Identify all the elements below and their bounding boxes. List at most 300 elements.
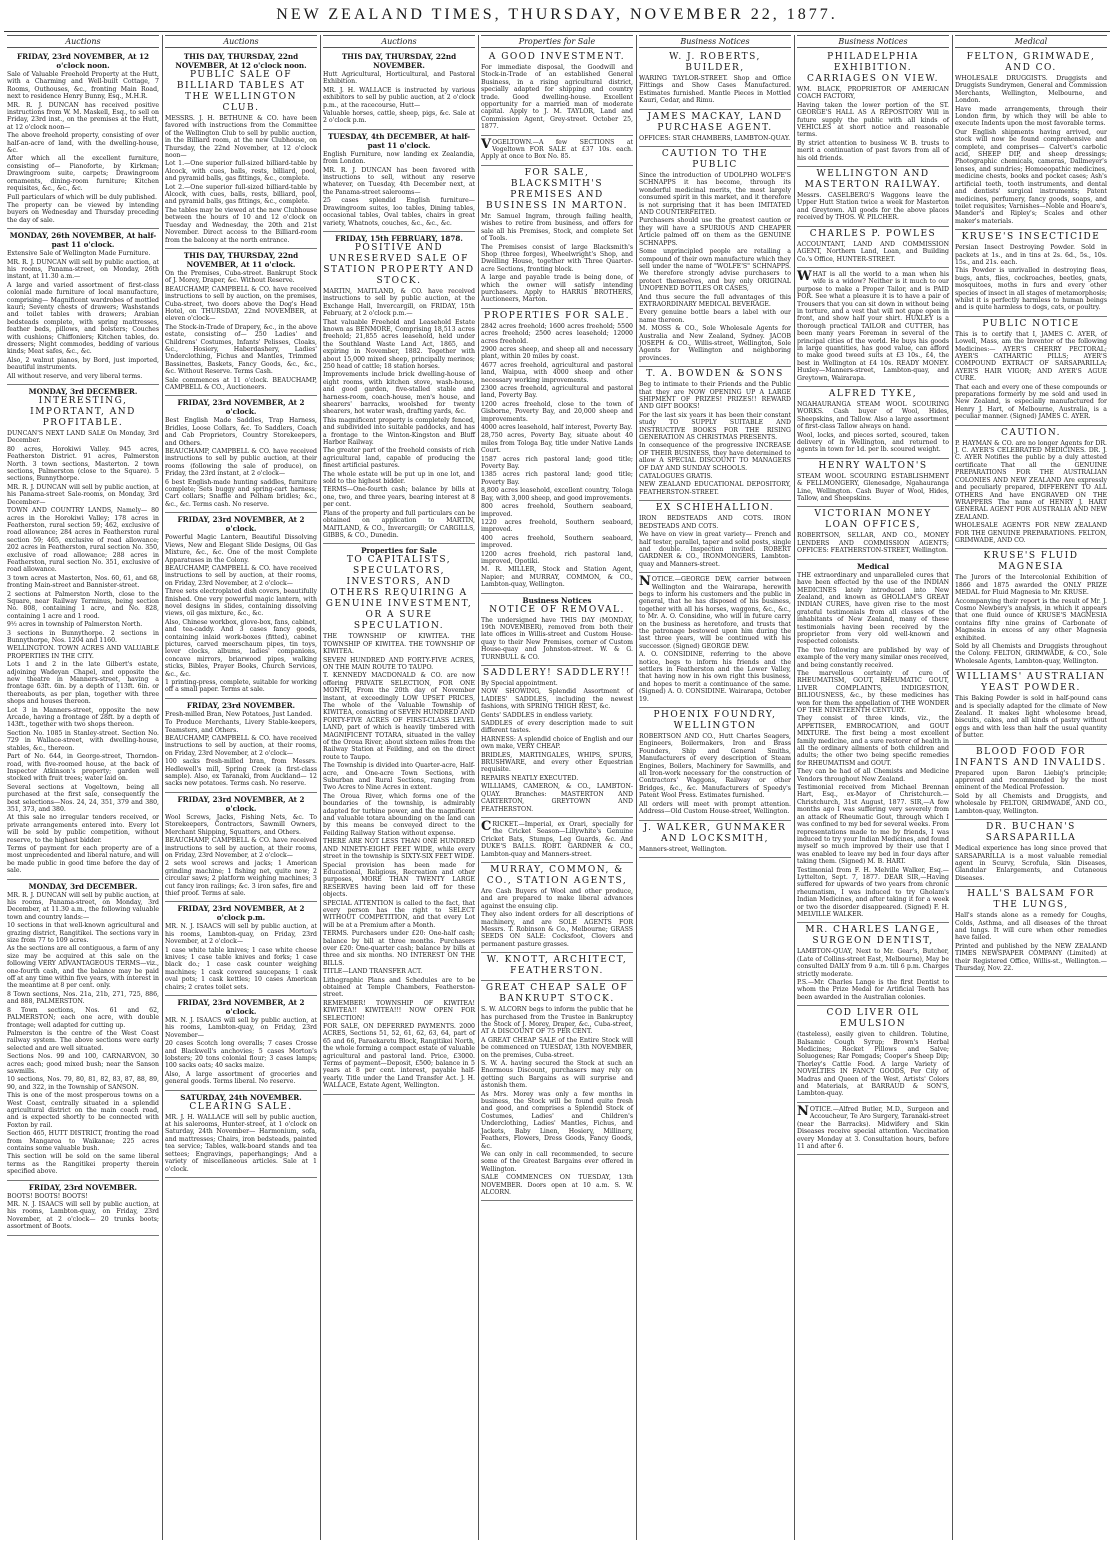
advertisement <box>797 923 949 1006</box>
ad-display-title: BLOOD FOOD FOR INFANTS AND INVALIDS. <box>955 746 1107 768</box>
ad-paragraph: NEW ZEALAND EDUCATIONAL DEPOSITORY, FEATHERSTON-STREET. <box>639 481 791 496</box>
ad-display-title: KRUSE'S FLUID MAGNESIA <box>983 551 1079 573</box>
advertisement <box>323 232 475 544</box>
ad-paragraph: S. W. ALCORN begs to inform the public that he has purchased from the Trustee in Bankruptcy the Stock of J. Morey, Draper, &c., Cuba-street, AT A DISCOUNT OF 75 PER CENT. <box>481 1006 633 1036</box>
ad-paragraph: 2300 acres freehold, agricultural and pastoral land, Poverty Bay. <box>481 385 633 400</box>
ad-display-title: HALL'S BALSAM FOR THE LUNGS, <box>967 889 1095 911</box>
advertisement <box>7 385 159 880</box>
ad-paragraph: MR. R. J. DUNCAN has received positive instructions from W. M. Maskell, Esq., to sell on Friday, 23rd inst., on the premises at the Hutt, at 12 o'clock noon— <box>7 101 159 131</box>
ad-paragraph: Special provision has been made for Educational, Religious, Recreation and other purposes, MORE THAN TWENTY LARGE RESERVES having been laid off for these objects. <box>323 861 475 899</box>
advertisement <box>165 1091 317 1178</box>
ad-paragraph: BOOTS! BOOTS! BOOTS! <box>7 1192 88 1200</box>
advertisement <box>639 501 791 573</box>
advertisement <box>7 229 159 385</box>
ad-display-title: TO CAPITALISTS, SPECULATORS, INVESTORS, AND OTHERS REQUIRING A GENUINE INVESTMENT, OR A SURE SPECULATION. <box>325 555 473 632</box>
ad-display-title: CHARLES P. POWLES <box>809 228 937 239</box>
ad-paragraph: Three sets electroplated dish covers, beautifully finished. One very powerful magic lantern, with novel designs in slides, containing dissolving views, oil gas mixture, &c., &c. <box>165 588 317 618</box>
ad-paragraph: Persian Insect Destroying Powder. Sold in packets at 1s., and in tins at 2s. 6d., 5s., 10s. 15s., and 21s. each. <box>955 244 1107 266</box>
ad-paragraph: For immediate disposal, the Goodwill and Stock-in-Trade of an established General Business, in a rising agricultural district, specially adapted for shipping and country trade. Good dwelling-house. Excellent opportunity for a married man of moderate capital. Apply to J. M. TAYLOR, Land and Commission Agent, Grey-street. October 25, 1877. <box>481 64 633 131</box>
ad-paragraph: Section No. 1085 in Stanley-street. Section No. 729 in Wallace-street, with dwelling-house, stables, &c., thereon. <box>7 729 159 752</box>
advertisement <box>639 50 791 110</box>
ad-paragraph: 2900 acres sheep, and sheep all and necessary plant, within 20 miles by coast. <box>481 345 633 361</box>
ad-paragraph: 2 sets wool screws and jacks; 1 American grinding machine; 1 fishing net, quite new; 2 circular saws; 2 platform weighing machines; 3 cut fancy iron railings; &c. 3 iron safes, fire and thief proof. Terms at sale. <box>165 860 317 897</box>
ad-paragraph: ROBERTSON AND CO., Hutt Charles Seagers, Engineers, Boilermakers, Iron and Brass Founders, Ship and General Smiths, Manufacturers of every description of Steam Engines, Boilers, Machinery for Sawmills, and all Iron-work necessary for the construction of Contractors' Waggons, Railway or other Bridges, &c., &c. Manufacturers of Speedy's Patent Wool Press. Estimates furnished. <box>639 733 791 800</box>
ad-paragraph: 1385 acres rich pastoral land; good title; Poverty Bay. <box>481 471 633 486</box>
ad-paragraph: Lot 3 in Manners-street, opposite the new Arcade, having a frontage of 28ft. by a depth of 143ft., together with two shops thereon. <box>7 706 159 729</box>
ad-paragraph: 1587 acres rich pastoral land; good title; Poverty Bay. <box>481 455 633 471</box>
ad-paragraph: Lots 1 and 2 in the late Gilbert's estate, adjoining Wadeyan Chapel, and opposite the new theatre in Manners-street, having a frontage 63ft. 6in. by a depth of 113ft. 6in. or thereabouts, as per plan, together with three shops and houses thereon. <box>7 661 159 706</box>
ad-paragraph: Hutt Agricultural, Horticultural, and Pastoral Exhibition. <box>323 71 475 86</box>
ad-display-title: PUBLIC NOTICE <box>982 318 1080 329</box>
ad-paragraph: The Township is divided into Quarter-acre, Half-acre, and One-acre Town Sections, with Suburban and Rural Sections, ranging from Two Acres to Nine Acres in extent. <box>323 762 475 792</box>
ad-display-title: W. J. ROBERTS, BUILDER, <box>669 52 761 73</box>
advertisement <box>797 50 949 167</box>
advertisement <box>639 147 791 367</box>
column-rule <box>478 35 479 1540</box>
ad-paragraph: VOGELTOWN.—A few SECTIONS at Vogeltown FOR SALE at £37 10s. each. Apply at once to Box No. 85. <box>481 136 633 161</box>
advertisement <box>797 1103 949 1155</box>
column-7 <box>952 35 1110 1540</box>
ad-paragraph: 400 acres freehold, Southern seaboard, improved. <box>481 534 633 550</box>
ad-paragraph: That valuable Freehold and Leasehold Estate known as BENMORE, Comprising 18,513 acres freehold; 21,855 acres leasehold, held under the Southland Waste Land Act, 1865, and expiring in November, 1882. Together with about 15,000 mixed sheep, principally merinos; 250 head of cattle; 18 station horses. <box>323 318 475 370</box>
ad-paragraph: We can only in call recommended, to secure some of the Greatest Bargains ever offered in Wellington. <box>481 1150 633 1173</box>
advertisement <box>481 953 633 981</box>
ad-heading: MONDAY, 3rd DECEMBER. <box>28 881 138 891</box>
ad-paragraph: Part of No. 644, in George-street, Thorndon-road, with five-roomed house, at the back of Inspector Atkinson's property; garden well stocked with fruit trees; water laid on. <box>7 753 159 783</box>
ad-paragraph: Fresh-milled Bran, New Potatoes, Just Landed. <box>165 710 313 718</box>
advertisement <box>955 426 1107 550</box>
ad-paragraph: The whole estate will be put up in one lot, and sold to the highest bidder. <box>323 470 475 486</box>
ad-paragraph: Since the introduction of UDOLPHO WOLFE'S SCHNAPPS it has become, through its wonderful medicinal merits, the most largely consumed spirit in this market, and it therefore is not surprising that it has been IMITATED AND COUNTERFEITED. <box>639 172 791 217</box>
ad-paragraph: THE extraordinary and unparalleled cures that have been effected by the use of the INDIAN MEDICINES lately introduced into New Zealand, and known as GHOLLAM'S GREAT INDIAN CURES, have given rise to the most grateful testimonials from all classes of the inhabitants of New Zealand, many of these testimonials having been received by the proprietor from very old well-known and respected colonists. <box>797 571 949 646</box>
ad-paragraph: This is one of the most prosperous towns on a West Coast, centrally situated in a splendid agricultural district on the main coach road, and is expected shortly to be connected with Foxton by rail. <box>7 1092 159 1129</box>
ad-paragraph: In consequence of the progressive INCREASE OF THEIR BUSINESS, they have determined to allow A SPECIAL DISCOUNT TO MANAGERS OF DAY AND SUNDAY SCHOOLS. <box>639 442 791 472</box>
advertisement <box>481 666 633 818</box>
advertisement <box>165 996 317 1091</box>
ad-paragraph: 4000 acres leasehold, half interest, Poverty Bay. <box>481 424 633 432</box>
ad-paragraph: The marvellous certainty of cure of RHEUMATISM, GOUT, RHEUMATIC GOUT, LIVER COMPLAINTS, INDIGESTION, BILIOUSNESS, &c., by these medicines has won for them the appellation of THE WONDER OF THE NINETEENTH CENTURY. <box>797 669 949 714</box>
ad-heading: FRIDAY, 23rd NOVEMBER, At 2 o'clock. <box>177 998 305 1016</box>
advertisement <box>639 821 791 858</box>
ad-display-title: T. A. BOWDEN & SONS <box>646 369 784 380</box>
ad-paragraph: A GREAT CHEAP SALE of the Entire Stock will be commenced on TUESDAY, 13th NOVEMBER, on the premises, Cuba-street. <box>481 1036 633 1059</box>
ad-paragraph: STEAM WOOL SCOURING ESTABLISHMENT & FELLMONGERY, Glenesadge, Ngahauranga Line, Wellington. Cash Buyer of Wool, Hides, Tallow, and Sheepskins. <box>797 472 949 503</box>
ad-paragraph: TERMS. Purchasers under £20: One-half cash; balance by bill at three months. Purchasers over £20: One-quarter cash; balance by bills at three and six months. NO INTEREST ON THE BILLS. <box>323 930 475 967</box>
advertisement <box>797 227 949 268</box>
ad-paragraph: This is to certify that I, JAMES C. AYER, of Lowell, Mass, am the Inventor of the following Medicines:— AYER'S CHERRY PECTORAL; AYER'S CATHARTIC PILLS; AYER'S COMPOUND EXTRACT OF SARSAPARILLA; AYER'S HAIR VIGOR; AND AYER'S AGUE CURE. <box>955 330 1107 383</box>
ad-paragraph: WARING TAYLOR-STREET. Shop and Office Fittings and Show Cases Manufactured. Estimates furnished. Mantle Pieces in Mottled Kauri, Cedar, and Rimu. <box>639 75 791 105</box>
ad-display-title: WELLINGTON AND MASTERTON RAILWAY. <box>804 169 942 191</box>
ad-paragraph: BEAUCHAMP, CAMPBELL & CO. have received instructions to sell by auction, at their rooms, on Friday, 23rd November, at 2 o'clock— <box>165 837 317 859</box>
ad-heading: THIS DAY, THURSDAY, 22nd NOVEMBER. <box>341 52 457 70</box>
column-header: Properties for Sale <box>481 35 633 48</box>
column-rule <box>794 35 795 1540</box>
ad-paragraph: 8 Town sections, Nos. 21a, 21b, 271, 725, 886, and 888, PALMERSTON. <box>7 990 159 1006</box>
ad-heading: FRIDAY, 23rd NOVEMBER, At 2 o'clock. <box>177 398 305 417</box>
ad-paragraph: BEAUCHAMP, CAMPBELL & CO. have received instructions to sell by public auction, at their rooms (following the sale of produce), on Friday, the 23rd instant, at 2 o'clock— <box>165 448 317 478</box>
ad-paragraph: Lot 2.—One superior full-sized billiard-table by Alcock, with cues, balls, rests, billiard, pool, and pyramid balls, gas fittings, &c., complete. <box>165 183 317 206</box>
ad-display-title: FOR SALE, BLACKSMITH'S PREMISES AND BUSINESS IN MARTON. <box>485 167 629 211</box>
ad-paragraph: (tasteless), easily given to children. Tolutine, Balsamic Cough Syrup; Brown's Herbal Medicines; Rocket Pillows and Salve; Soluogenes; Rar Pomgads; Cooper's Sheep Dip; Thorley's Cattle Food. A large Variety of NOVELTIES IN FANCY GOODS, Per City of Madras and Queen of the West, Artists' Colors and Materials, at BARRAUD & SON'S, Lambton-quay. <box>797 1031 949 1098</box>
advertisement <box>323 544 475 1094</box>
advertisement <box>955 745 1107 820</box>
column-3 <box>320 35 478 1540</box>
advertisement <box>481 309 633 594</box>
ad-paragraph: MR. N. J. ISAACS will sell by public auction, at his rooms, Lambton-quay, on Friday, 23rd November, at 2 o'clock— 20 trunks boots; assortment of Boots. <box>7 1201 159 1231</box>
ad-paragraph: Prepared upon Baron Liebig's principle; approved and recommended by the most eminent of the Medical Profession. <box>955 769 1107 792</box>
ad-paragraph: Purchasers should use the greatest caution or they will have a SPURIOUS AND CHEAPER Article palmed off on them as the GENUINE SCHNAPPS. <box>639 217 791 247</box>
advertisement <box>481 863 633 953</box>
ad-paragraph: Lot 1.—One superior full-sized billiard-table by Alcock, with cues, balls, rests, billiard, pool, and pyramid balls, gas fittings, &c., complete. <box>165 160 317 183</box>
ad-paragraph: Wool Screws, Jacks, Fishing Nets, &c. To Storekeepers, Contractors, Sawmill Owners, Merchant Shipping, Squatters, and Others. <box>165 813 317 836</box>
ad-paragraph: REMEMBER! TOWNSHIP OF KIWITEA! KIWITEA!! KIWITEA!!! NOW OPEN FOR SELECTION! <box>323 999 475 1022</box>
ad-paragraph: Valuable horses, cattle, sheep, pigs, &c. Sale at 2 o'clock p.m. <box>323 110 475 125</box>
ad-paragraph: BRIDLES, MARTINGALES, WHIPS, SPURS, BRUSHWARE, and every other Equestrian requisite. <box>481 751 633 774</box>
ad-paragraph: Improvements include brick dwelling-house of eight rooms, with kitchen stove, wash-house, and good garden, five-stalled stable and harness-room, coach-house, men's house, and shearers' barracks, woolshed for twenty shearers, hot water wash, drafting yards, &c. <box>323 371 475 416</box>
ad-paragraph: MR. N. J. ISAACS will sell by public auction, at his rooms, Lambton-quay, on Friday, 23rd November, at 2 o'clock— <box>165 923 317 946</box>
column-rule <box>162 35 163 1540</box>
advertisement <box>797 507 949 559</box>
ad-display-title: W. KNOTT, ARCHITECT, FEATHERSTON. <box>486 955 628 977</box>
ad-paragraph: Sections Nos. 99 and 100, CARNARVON, 30 acres each; good mixed bush; near the Sanson sawmills. <box>7 1053 159 1075</box>
ad-paragraph: Mr. Samuel Ingram, through failing health, wishes to retire from business, and offers for sale all his Premises, Stock, and complete Set of Tools. <box>481 212 633 243</box>
ad-heading: FRIDAY, 23rd NOVEMBER, At 2 o'clock. <box>177 794 305 813</box>
ad-paragraph: MR. N. J. ISAACS will sell by public auction, at his rooms, Lambton-quay, on Friday, 23rd November— <box>165 1017 317 1039</box>
ad-paragraph: M. MOSS & CO., Sole Wholesale Agents for Australia and New Zealand, Sydney. JACOB JOSEPH & CO., Willis-street, Wellington, Sole Agents for Wellington and neighboring provinces. <box>639 325 791 362</box>
ad-display-title: J. WALKER, GUNMAKER AND LOCKSMITH, <box>643 822 787 844</box>
ad-paragraph: Section 465, HUTT DISTRICT, fronting the road from Mangaroa to Waikanae; 225 acres contains some valuable bush. <box>7 1130 159 1152</box>
ad-heading: TUESDAY, 4th DECEMBER, At half-past 11 o'clock. <box>327 131 471 150</box>
ad-heading: Business Notices <box>522 595 592 605</box>
ad-paragraph: Sale commences at 11 o'clock. BEAUCHAMP, CAMPBELL & CO., Auctioneers. <box>165 376 317 391</box>
column-4 <box>478 35 636 1540</box>
ad-display-title: PHOENIX FOUNDRY, WELLINGTON <box>653 710 777 732</box>
ad-heading: FRIDAY, 23rd NOVEMBER, At 2 o'clock. <box>177 515 305 534</box>
ad-paragraph: English Furniture, now landing ex Zealandia, from London. <box>323 150 475 166</box>
ad-paragraph: Sale of Valuable Freehold Property at the Hutt, with a Charming and Well-built Cottage, 7 Rooms, Outhouses, &c., fronting Main Road, next to residence Henry Bunny, Esq., M.H.R. <box>7 71 159 101</box>
ad-paragraph: 9½ acres in township of Palmerston North. <box>7 621 143 629</box>
ad-paragraph: They also indent orders for all descriptions of machinery, and are SOLE AGENTS FOR Messrs. T. Robinson & Co., Melbourne; GRASS SEEDS ON SALE: Cocksfoot, Clovers and permanent pasture grasses. <box>481 911 633 948</box>
ad-paragraph: MR. R. J. DUNCAN will sell by public auction, at his rooms, Panama-street, on Monday, 26th instant, at 11.30 a.m.— <box>7 258 159 281</box>
ad-paragraph: That each and every one of these compounds or preparations formerly by me sold and used in New Zealand, is especially manufactured for Henry J. Hart, of Melbourne, Australia, is a peculiar manner. (Signed) JAMES C. AYER. <box>955 383 1107 421</box>
ad-paragraph: Powerful Magic Lantern, Beautiful Dissolving Views, New and Elegant Slide Designs, Oil Gas Mixture, &c., &c. One of the most Complete Apparatuses in the Colony. <box>165 534 317 564</box>
ad-paragraph: MR. R. J. DUNCAN has been favored with instructions to sell, without any reserve whatever, on Tuesday, 4th December next, at the Panama-street salerooms— <box>323 166 475 196</box>
ad-heading: FRIDAY, 23rd NOVEMBER, At 12 o'clock noon. <box>17 52 149 70</box>
ad-heading: MONDAY, 26th NOVEMBER, At half-past 11 o'clock. <box>9 231 157 250</box>
advertisement <box>955 549 1107 670</box>
ad-paragraph: Printed and published by the NEW ZEALAND TIMES NEWSPAPER COMPANY (Limited) at their Registered Office, Willis-st., Wellington.—Thursday, Nov. 22. <box>955 942 1107 972</box>
ad-paragraph: 80 acres, Horokiwi Valley. 945 acres, Featherston District. 91 acres, Palmerston North. 3 town sections, Masterton. 2 town sections, Palmerston (close to the Square). 5 sections, Bunnythorpe. <box>7 445 159 483</box>
ad-display-title: COD LIVER OIL EMULSION <box>826 1008 920 1030</box>
ad-paragraph: 1 case white table knives; 1 case white cheese knives; 1 case table knives and forks; 1 case black do.; 1 case cask counter weighing machines; 1 cask covered saucepans; 1 cask oval pots; 1 cask kettles; 10 cases American chairs; 2 crates toilet sets. <box>165 946 317 991</box>
ad-paragraph: The Jurors of the Intercolonial Exhibition of 1866 and 1875 awarded the ONLY PRIZE MEDAL for Fluid Magnesia to Mr. KRUSE. <box>955 574 1107 597</box>
ad-paragraph: CRICKET.—Imperial, ex Orari, specially for the Cricket Season—Lillywhite's Genuine Cricket Bats, Stumps, Leg Guards, &c. And DUKE'S BALLS. ROBT. GARDNER & CO., Lambton-quay and Manners-street. <box>481 818 633 858</box>
ad-paragraph: THE TOWNSHIP OF KIWITEA. THE TOWNSHIP OF KIWITEA. THE TOWNSHIP OF KIWITEA. <box>323 633 475 656</box>
ad-paragraph: Our English shipments having arrived, our stock will now be found comprehensive and complete, and comprises— Calvert's carbolic acid, SHEEP DIP, and sheep dressings; Photographic chemicals, cameras, Dallmeyer's lenses, and sundries; Homoeopathic medicines, medicine chests, books and pocket cases; Ash's artificial teeth, tooth instruments, and dental and dentists' surgical instruments; Patent medicines, perfumery, fancy goods, soaps, and toilet requisites; Varnishes—Noble and Hoare's, Mander's and Ripley's; Scales and other maker's materials. <box>955 128 1107 225</box>
ad-paragraph: This section will be sold on the same liberal terms as the Rangitikei property therein specified above. <box>7 1153 159 1176</box>
ad-paragraph: Messrs. CASELBERG'S Waggons leave the Upper Hutt Station twice a week for Masterton and Greytown. All goods for the above places received by THOS. W. PILCHER. <box>797 192 949 222</box>
ad-paragraph: BEAUCHAMP, CAMPBELL & CO. have received instructions to sell by auction, at their rooms, on Friday, 23rd November, at 2 o'clock— <box>165 735 317 757</box>
ad-display-title: CAUTION TO THE PUBLIC <box>661 149 769 171</box>
ad-display-title: A GOOD INVESTMENT. <box>488 52 626 62</box>
ad-paragraph: FOR SALE, ON DEFERRED PAYMENTS. 2000 ACRES, Sections 51, 52, 61, 62, 63, 64, part of 65 and 66, Paraekaretu Block, Rangitikei North, the whole forming a compact estate of valuable agricultural and pastoral land. Price, £3000. Terms of payment—Deposit, £500; balance in 5 years at 8 per cent. interest, payable half-yearly. Title under the Land Transfer Act. J. H. WALLACE, Estate Agent, Wellington. <box>323 1023 475 1090</box>
ad-paragraph: The undersigned have THIS DAY (MONDAY, 19th NOVEMBER), removed from both their late offices in Willis-street and Custom House-quay to their New Premises, corner of Custom House-quay and Johnston-street. W. & G. TURNBULL & CO. <box>481 616 633 661</box>
ad-paragraph: 2 sections at Palmerston North, close to the Square, near Railway Terminus, being section No. 808, containing 1 acre, and No. 828, containing 1 acre and 1 rood. <box>7 590 159 620</box>
column-header: Auctions <box>165 35 317 48</box>
ad-paragraph: The Stock-in-Trade of Drapery, &c., in the above estate, consisting of— 250 Ladies' and Childrens' Costumes, Infants' Pelisses, Cloaks, &c., Hosiery, Haberdashery, Ladies' Underclothing, Fichus and Mantles, Trimmed Bassinettes, Baskets, Fancy Goods, &c., &c., &c. Without Reserve. Terms Cash. <box>165 323 317 376</box>
ad-display-title: HENRY WALTON'S <box>818 460 928 471</box>
ad-display-title: JAMES MACKAY, LAND PURCHASE AGENT. <box>647 111 783 133</box>
ad-paragraph: Accompanying their report is the result of Mr. J. Cosmo Newbery's analysis, in which it appears that one fluid ounce of KRUSE'S MAGNESIA contains fifty nine grains of Carbonate of Magnesia in excess of any other Magnesia exhibited. <box>955 597 1107 642</box>
advertisement <box>165 902 317 996</box>
ad-display-title: CAUTION. <box>1000 427 1062 438</box>
column-rule <box>320 35 321 1540</box>
ad-paragraph: ACCOUNTANT, LAND AND COMMISSION AGENT, Northern Land, Loan, and Building Co.'s Office, HUNTER-STREET. <box>797 240 949 263</box>
ad-paragraph: They can be had of all Chemists and Medicine Vendors throughout New Zealand. <box>797 768 949 783</box>
ad-paragraph: Testimonial from F. H. Melville Walker, Esq.— Lyttelton, Sept. 7, 1877. DEAR SIR,—Having suffered for upwards of two years from chronic rheumatism, I was induced to try Gholam's Indian Medicines, and after taking it for a week or two the disorder disappeared. (Signed) F. H. MELVILLE WALKER. <box>797 866 949 918</box>
ad-paragraph: Gents' SADDLES in endless variety. <box>481 711 593 719</box>
advertisement <box>639 367 791 501</box>
ad-paragraph: The property can be viewed by intending buyers on Wednesday and Thursday preceding the day of sale. <box>7 201 159 224</box>
advertisement <box>797 167 949 227</box>
ad-paragraph: 8 Town sections, Nos. 61 and 62, PALMERSTON; each one acre, with double frontage; well adapted for cutting up. <box>7 1006 159 1029</box>
advertisement <box>323 50 475 130</box>
ad-paragraph: SPECIAL ATTENTION is called to the fact, that every person has the right to SELECT WITHOUT COMPETITION, and that every Lot will be at a Premium after a Month. <box>323 899 475 929</box>
ad-paragraph: 1200 acres freehold, close to the town of Gisborne, Poverty Bay, and 20,000 sheep and improvements. <box>481 400 633 423</box>
ad-paragraph: TERMS—One-fourth cash; balance by bills at one, two, and three years, bearing interest at 8 per cent. <box>323 486 475 509</box>
ad-paragraph: Extensive Sale of Wellington Made Furniture. <box>7 250 151 258</box>
column-5 <box>636 35 794 1540</box>
advertisement <box>165 513 317 699</box>
column-2 <box>162 35 320 1540</box>
ad-paragraph: Some unprincipled people are retailing a compound of their own manufacture which they sell under the name of "WOLFE'S" SCHNAPPS. We therefore strongly advise purchasers to protect themselves, and buy only ORIGINAL UNOPENED BOTTLES OR CASES, <box>639 248 791 293</box>
ad-paragraph: 10 sections, Nos. 79, 80, 81, 82, 83, 87, 88, 89, 90, and 322, in the Township of SANSON. <box>7 1076 159 1091</box>
ad-paragraph: A. O. CONSIDINE, referring to the above notice, begs to inform his friends and the settlers in Featherston and the Lower Valley, that having now in his own right this business, and hopes to merit a continuance of the same. (Signed) A. O. CONSIDINE. Wairarapa, October 19. <box>639 651 791 703</box>
ad-paragraph: HARNESS: A splendid choice of English and our own make, VERY CHEAP. <box>481 735 633 751</box>
column-header: Auctions <box>323 35 475 48</box>
column-header: Auctions <box>7 35 159 48</box>
advertisement <box>955 317 1107 426</box>
ad-paragraph: 4677 acres freehold, agricultural and pastoral land, Waipua, with 4000 sheep and other necessary working improvements. <box>481 361 633 384</box>
ad-paragraph: S. W. A. having secured the Stock at such an Enormous Discount, purchasers may rely on getting such Bargains as will surprise and astonish them. <box>481 1060 633 1090</box>
advertisement <box>955 230 1107 317</box>
ad-paragraph: They consist of three kinds, viz., the APPETISER, EMBROCATION, and GOUT MIXTURE. The first being a most excellent family medicine, and a sure restorer of health in all the ordinary ailments of both children and adults; the other two being specific remedies for RHEUMATISM and GOUT. <box>797 715 950 767</box>
ad-display-title: NOTICE OF REMOVAL. <box>489 604 625 615</box>
column-rule <box>952 35 953 1540</box>
ad-paragraph: The Premises consist of large Blacksmith's Shop (three forges), Wheelwright's Shop, and Dwelling House, together with Three Quarter-acre Sections, fronting block. <box>481 243 633 273</box>
advertisement <box>481 981 633 1201</box>
ad-paragraph: REPAIRS NEATLY EXECUTED. <box>481 774 579 782</box>
ad-paragraph: The greater part of the freehold consists of rich agricultural land, capable of producing the finest artificial pastures. <box>323 447 475 470</box>
advertisement <box>7 880 159 1181</box>
ad-paragraph: SALE COMMENCES ON TUESDAY, 13th NOVEMBER. Doors open at 10 a.m. S. W. ALCORN. <box>481 1174 633 1196</box>
ad-paragraph: By strict attention to business W. B. trusts to merit a continuation of past favors from all of his old friends. <box>797 139 949 162</box>
advertisement <box>7 1181 159 1236</box>
ad-paragraph: 3 sections in Bunnythorpe. 2 sections in Bunnythorpe, Nos. 1204 and 1160. <box>7 629 159 644</box>
ad-paragraph: After which all the excellent furniture, consisting of— Pianoforte, by Kirkman; Drawingroom suite, carpets; Drawingroom ornaments, dining-room furniture; Kitchen requisites, &c., &c., &c. <box>7 155 159 193</box>
ad-paragraph: This Baking Powder is sold in half-pound cans and is specially adapted for the climate of New Zealand. It makes light wholesome bread, biscuits, cakes, and all kinds of pastry without eggs and with less than half the usual quantity of butter. <box>955 695 1107 740</box>
ad-paragraph: LAMBTON-QUAY, Next to Mr. Gear's, Butcher, (Late of Collins-street East, Melbourne), May be consulted DAILY from 9 a.m. till 6 p.m. Charges strictly moderate. <box>797 948 949 978</box>
ad-paragraph: Sold by all Chemists and Druggists, and wholesale by FELTON, GRIMWADE, AND CO., Lambton-quay, Wellington. <box>955 792 1107 815</box>
ad-paragraph: NOTICE.—GEORGE DEW, carrier between Wellington and the Wairarapa, herewith begs to inform his customers and the public in general, that he has disposed of his business, together with all his horses, waggons, &c., &c., to Mr. A. O. Considine, who will in future carry on the business as heretofore, and trusts that the patronage bestowed upon him during the last three years, will be continued with his successor. (Signed) GEORGE DEW. <box>639 574 791 650</box>
ad-paragraph: BEAUCHAMP, CAMPBELL & CO. have received instructions to sell by auction, at their rooms, on Friday, 23rd November, at 2 o'clock— <box>165 564 317 587</box>
ad-paragraph: 100 sacks fresh-milled bran, from Messrs. Hedlewell's mill, Spring Creek (a first-class sample). Also, ex Taranaki, from Auckland— 12 sacks new potatoes. Terms cash. No reserve. <box>165 758 317 788</box>
advertisement <box>481 166 633 309</box>
advertisement <box>481 50 633 136</box>
ad-paragraph: NGAHAURANGA STEAM WOOL SCOURING WORKS. Cash buyer of Wool, Hides, Sheepskins, and Tallow. Also a large assortment of first-class Tallow always on hand. <box>797 401 949 431</box>
ad-paragraph: For the last six years it has been their constant study TO SUPPLY SUITABLE AND INSTRUCTIVE BOOKS FOR THE RISING GENERATION AS CHRISTMAS PRESENTS. <box>639 411 791 442</box>
ad-paragraph: And thus secure the full advantages of this EXTRAORDINARY MEDICAL BEVERAGE. <box>639 293 791 308</box>
ad-paragraph: 1200 acres freehold, rich pastoral land, improved, Opotiki. <box>481 550 633 565</box>
ad-paragraph: ROBERTSON, SELLAR, AND CO., MONEY LENDERS AND COMMISSION AGENTS; OFFICES: FEATHERSTON-STREET, Wellington. <box>797 532 949 555</box>
advertisement <box>955 887 1107 977</box>
ad-display-title: MURRAY, COMMON, & CO., STATION AGENTS, <box>486 864 628 886</box>
ad-paragraph: WHAT is all the world to a man when his wife is a widow? Neither is it much to our purpose to make a Proper Tailor, and is PAID FOR. See what a pleasure it is to have a pair of Trousers that you can sit down in without being in torture, and a vest that will not gape open in front, and show half your shirt. HUXLEY is a thorough practical TAILOR and CUTTER, has been many years Foreman in several of the principal cities of the world. He buys his goods in large quantities, has good value, can afford to make good tweed suits at £3 10s., £4, the best in Wellington at £4 10s. READY MONEY. Huxley—Manners-street, Lambton-quay, and Greytown, Wairarapa. <box>797 268 949 382</box>
ad-paragraph: Best English Made Saddles, Trap Harness, Bridles, Loose Collars, &c. To Saddlers, Coach and Cab Proprietors, Country Storekeepers, and Others. <box>165 417 317 447</box>
ad-paragraph: IRON BEDSTEADS AND COTS. IRON BEDSTEADS AND COTS. <box>639 515 791 530</box>
ad-paragraph: P. HAYMAN & CO. are no longer Agents for DR. J. C. AYER'S CELEBRATED MEDICINES. DR. J. C. AYER Notifies the public by a duly attested certificate That all the GENUINE PREPARATIONS FOR THE AUSTRALIAN COLONIES AND NEW ZEALAND Are expressly and peculiarly prepared, DIFFERENT TO ALL OTHERS And have ENGRAVED ON THE WRAPPERS The name of HENRY J. HART GENERAL AGENT FOR AUSTRALIA AND NEW ZEALAND. <box>955 439 1107 521</box>
ad-display-title: POSITIVE AND UNRESERVED SALE OF STATION PROPERTY AND STOCK. <box>323 242 475 286</box>
ad-paragraph: 28,750 acres, Poverty Bay, situate about 40 miles from Tologa Bay, title under Native Lands Court. <box>481 432 633 455</box>
ad-paragraph: 2842 acres freehold; 1600 acres freehold; 5500 acres freehold; 2500 acres leasehold; 12000 acres freehold. <box>481 322 633 345</box>
ad-paragraph: Lithographic Plans and Schedules are to be obtained at Temple Chambers, Featherston-street. <box>323 976 475 999</box>
ad-display-title: PROPERTIES FOR SALE. <box>484 310 630 321</box>
ad-paragraph: The tables may be viewed at the new Clubhouse between the hours of 10 and 12 o'clock on Tuesday and Wednesday, the 20th and 21st November. Direct access to the Billiard-room from the balcony at the north entrance. <box>165 206 317 244</box>
ad-paragraph: All orders will meet with prompt attention. Address—Old Custom House-street, Wellington. <box>639 800 791 816</box>
ad-paragraph: Medical experience has long since proved that SARSAPARILLA is a most valuable remedial agent in Scurvy, Scrofula, Skin Diseases, Glandular Enlargements, and Cutaneous Diseases. <box>955 845 1107 882</box>
advertisement <box>955 820 1107 887</box>
ad-heading: FRIDAY, 23rd NOVEMBER. <box>28 1182 138 1192</box>
ad-display-title: CLEARING SALE. <box>189 1101 293 1112</box>
ad-display-title: DR. BUCHAN'S SARSAPARILLA <box>985 822 1077 844</box>
ad-paragraph: Manners-street, Wellington. <box>639 845 727 853</box>
ad-paragraph: Have made arrangements, through their London firm, by which they will be able to execute Indents upon the most favorable terms. <box>955 105 1107 128</box>
ad-heading: Medical <box>856 561 890 571</box>
ad-paragraph: Also, Chinese workbox, glove-box, fans, cabinet, and tea-caddy. And 3 cases fancy goods, containing inlaid work-boxes (fitted), cabinet pictures, carved meerschaum pipes, tin toys, lever clocks, albums, ladies' companions, concave mirrors, briarwood pipes, walking sticks, Bibles, Prayer Books, Church Services, &c., &c. <box>165 618 317 678</box>
ad-paragraph: SEVEN HUNDRED AND FORTY-FIVE ACRES, ON THE MAIN ROUTE TO TAUPO. <box>323 656 475 671</box>
ad-paragraph: On the Premises, Cuba-street. Bankrupt Stock of J. Morey, Draper, &c. Without Reserve. <box>165 269 317 285</box>
ad-paragraph: This magnificent property is completely fenced, and subdivided into suitable paddocks, and has a frontage to the Winton-Kingston and Bluff Harbor Railway. <box>323 416 475 447</box>
advertisement <box>165 50 317 249</box>
ad-paragraph: SADDLES of every description made to suit different tastes. <box>481 720 633 735</box>
ad-paragraph: Hall's stands alone as a remedy for Coughs, Colds, Asthma, and all diseases of the throat and lungs. It will cure when other remedies have failed. <box>955 912 1107 942</box>
advertisement <box>165 396 317 513</box>
ad-paragraph: THERE ARE NOT LESS THAN ONE HUNDRED AND NINETY-EIGHT FEET WIDE, while every street in the township is SIXTY-SIX FEET WIDE. <box>323 838 475 861</box>
ad-paragraph: MR. J. H. WALLACE is instructed by various exhibitors to sell by public auction, at 2 o'clock p.m., at the racecourse, Hutt— <box>323 86 475 109</box>
advertisement <box>639 708 791 820</box>
advertisement <box>481 594 633 666</box>
advertisement <box>639 110 791 147</box>
advertisement <box>797 387 949 459</box>
ad-paragraph: Also, 2 walnut pianos, by Bord, just imported, beautiful instruments. <box>7 356 159 372</box>
ad-paragraph: All without reserve, and very liberal terms. <box>7 372 143 380</box>
ad-paragraph: NOW SHOWING, Splendid Assortment of LADIES' SADDLES, including the newest fashions, with SPRING THIGH REST, &c. <box>481 688 633 711</box>
ad-display-title: VICTORIAN MONEY LOAN OFFICES, <box>814 509 932 531</box>
ad-paragraph: 3 town acres at Masterton, Nos. 60, 61, and 68, fronting Main-street and Bannister-street. <box>7 574 159 590</box>
advertisement <box>323 130 475 232</box>
advertisement <box>955 670 1107 744</box>
ad-paragraph: Are Cash Buyers of Wool and other produce, and are prepared to make liberal advances against the ensuing clip. <box>481 887 633 910</box>
advertisement <box>7 50 159 229</box>
masthead: NEW ZEALAND TIMES, THURSDAY, NOVEMBER 22, 1877. <box>276 6 838 23</box>
ad-paragraph: Beg to intimate to their Friends and the Public that they are NOW OPENING UP A LARGE SHIPMENT OF PRIZES! PRIZES!! REWARD AND GIFT BOOKS! <box>639 381 791 411</box>
ad-paragraph: As Mrs. Morey was only a few months in business, the Stock will be found quite fresh and good, and comprises a Splendid Stock of Costumes, Ladies' and Children's Underclothing, Ladies' Mantles, Fichus, and Jackets, Baby Linen, Hosiery, Millinery, Feathers, Flowers, Dress Goods, Fancy Goods, &c. <box>481 1090 633 1150</box>
ad-paragraph: Also, A large assortment of groceries and general goods. Terms liberal. No reserve. <box>165 1070 317 1086</box>
ad-paragraph: 1 printing-press, complete, suitable for working off a small paper. Terms at sale. <box>165 679 317 694</box>
advertisement <box>165 793 317 902</box>
ad-display-title: INTERESTING, IMPORTANT, AND PROFITABLE. <box>30 396 136 429</box>
advertisement <box>165 699 317 793</box>
ad-paragraph: Palmerston is the centre of the West Coast railway system. The above sections were early selected and are well situated. <box>7 1029 159 1052</box>
ad-paragraph: Wool, locks, and pieces sorted, scoured, taken delivery of in Wellington, and returned to agents in town for 1d. per lb. scoured weight. <box>797 431 949 454</box>
ad-paragraph: This Powder is unrivalled in destroying fleas, bugs, ants, flies, cockroaches, beetles, gnats, mosquitoes, moths in furs and every other species of insect in all stages of metamorphosis; whilst it is perfectly harmless to human beings and is quite harmless to dogs, cats, or poultry. <box>955 267 1107 312</box>
ad-heading: FRIDAY, 15th FEBRUARY, 1878. <box>335 233 463 243</box>
ad-paragraph: The above freehold property, consisting of over half-an-acre of land, with the dwelling-house, &c. <box>7 132 159 155</box>
ad-display-title: MR. CHARLES LANGE, SURGEON DENTIST, <box>805 925 941 947</box>
ad-paragraph: WHOLESALE AGENTS FOR NEW ZEALAND FOR THE GENUINE PREPARATIONS. FELTON, GRIMWADE, AND CO. <box>955 522 1107 544</box>
ad-paragraph: Plans of the property and full particulars can be obtained on application to MARTIN, MAITLAND, & CO., Invercargill; Or CARGILLS, GIBBS, & CO., Dunedin. <box>323 509 475 539</box>
ad-paragraph: A large and varied assortment of first-class colonial made furniture of local manufacture, comprising— Magnificent wardrobes of mottled kauri; Seventy chests of drawers; Washstands and toilet tables with drawers; Arabian bedsteads complete, with spring mattresses, feather beds, pillows, and bolsters; Couches with cushions; Chiffoniers; Kitchen tables, do. dressers; Night commodes, bedding of various kinds; Meat safes, &c., &c. <box>7 281 159 356</box>
ad-paragraph: Full particulars of which will be duly published. <box>7 193 157 201</box>
ad-display-title: KRUSE'S INSECTICIDE <box>961 232 1101 243</box>
ad-paragraph: BEAUCHAMP, CAMPBELL & CO. have received instructions to sell by auction, on the premises, Cuba-street, two doors above the Dog's Head Hotel, on THURSDAY, 22nd NOVEMBER, at eleven o'clock— <box>165 285 317 323</box>
ad-paragraph: NOTICE.—Alfred Butler, M.D., Surgeon and Accoucheur, Te Aro Surgery, Taranaki-street (near the Barracks). Midwifery and Skin Diseases receive special attention. Vaccination every Monday at 3. Consultation hours, before 11 and after 6. <box>797 1103 949 1150</box>
ad-paragraph: At this sale no irregular tenders received, or private arrangements entered into. Every lot will be sold by public competition, without reserve, to the highest bidder. <box>7 814 159 844</box>
ad-paragraph: WHOLESALE DRUGGISTS. Druggists and Druggists Sundrymen, General and Commission Merchants, Wellington, Melbourne, and London. <box>955 75 1107 105</box>
ad-paragraph: Every genuine bottle bears a label with our name thereon. <box>639 309 791 324</box>
ad-paragraph: By Special appointment. <box>481 680 558 687</box>
ad-paragraph: OFFICES: STAR CHAMBERS, LAMBTON-QUAY. <box>639 134 791 142</box>
ad-paragraph: Several sections at Vogeltown, being all purchased at the first sale, consequently the best selections—Nos. 24, 24, 351, 379 and 380, 351, 373, and 380. <box>7 783 159 813</box>
ad-paragraph: The Oroua River, which forms one of the boundaries of the township, is admirably adapted for turbine power, and the magnificent and valuable totara abounding on the land can by this means be conveyed direct to the Feilding Railway Station without expense. <box>323 792 475 837</box>
ad-paragraph: P.S.—Mr. Charles Lange is the first Dentist to whom the Prize Medal for Artificial Teeth has been awarded in the Australian colonies. <box>797 979 949 1001</box>
ad-paragraph: 800 acres freehold, Southern seaboard, improved. <box>481 503 633 518</box>
ad-display-title: ALFRED TYKE, <box>828 389 918 399</box>
ad-heading: THIS DAY, THURSDAY, 22nd NOVEMBER, At 11 o'clock. <box>183 250 299 269</box>
ad-paragraph: 25 cases splendid English furniture—Drawingroom suites, loo tables, Dining tables, occasional tables, Oval tables, chairs in great variety, Whatnots, couches, &c., &c., &c. <box>323 197 475 227</box>
advertisement <box>797 459 949 508</box>
ad-paragraph: M. R. MILLER, Stock and Station Agent, Napier; and MURRAY, COMMON, & CO., Lambton-quay, Wellington. <box>481 566 633 589</box>
column-rule <box>636 35 637 1540</box>
advertisement <box>797 560 949 924</box>
column-header: Medical <box>955 35 1107 48</box>
ad-paragraph: T. KENNEDY MACDONALD & CO. are now offering PRIVATE SELECTION, FOR ONE MONTH, From the 20th day of November instant, at exceedingly LOW UPSET PRICES, The whole of the Valuable Township of KIWITEA, consisting of SEVEN HUNDRED AND FORTY-FIVE ACRES OF FIRST-CLASS LEVEL LAND, part of which is heavily timbered with MAGNIFICENT TOTARA, situated in the valley of the Oroua River, about sixteen miles from the Railway Station at Feilding, and on the direct route to Taupo. <box>323 672 475 761</box>
ad-paragraph: To Produce Merchants, Livery Stable-keepers, Teamsters, and Others. <box>165 719 317 734</box>
ad-paragraph: TITLE—LAND TRANSFER ACT. <box>323 968 423 976</box>
column-header: Business Notices <box>797 35 949 48</box>
ad-paragraph: MARTIN, MAITLAND, & CO. have received instructions to sell by public auction, at the Exchange Hall, Invercargill, on FRIDAY, 15th February, at 2 o'clock p.m.— <box>323 287 475 318</box>
ad-paragraph: Sold by all Chemists and Druggists throughout the Colony. FELTON, GRIMWADE, & CO., Sole Wholesale Agents, Lambton-quay, Wellington. <box>955 643 1107 665</box>
ad-display-title: EX SCHIEHALLION. <box>655 503 775 514</box>
ad-paragraph: As the sections are all contiguous, a farm of any size may be acquired at this sale on the following VERY ADVANTAGEOUS TERMS—viz., one-fourth cash, and the balance may be paid off at any time within five years, with interest in the meantime at 8 per cent. only. <box>7 945 159 990</box>
advertisement <box>481 818 633 863</box>
ad-paragraph: MR. J. H. WALLACE will sell by public auction, at his salerooms, Hunter-street, at 1 o'clock on Saturday, 24th November— Harmonium, sofa, and mattresses; Chairs, iron bedsteads, painted tea service; Tables, walk-board stands and tea settees; Engravings, paperhangings; And a variety of miscellaneous articles. Sale at 1 o'clock. <box>165 1113 317 1173</box>
ad-paragraph: MR. R. J. DUNCAN will sell by public auction, at his rooms, Panama-street, on Monday, 3rd December, at 11.30 a.m., the following valuable town and country lands:— <box>7 891 159 921</box>
advertisement <box>797 1006 949 1103</box>
ad-paragraph: 20 cases Scotch long overalls; 7 cases Crosse and Blackwell's anchovies; 5 cases Morton's lobsters; 20 tons colonial flour; 3 cases lamps; 100 sacks oats; 40 sacks maize. <box>165 1040 317 1070</box>
ad-paragraph: TOWN AND COUNTRY LANDS, Namely— 80 acres in the Horokiwi Valley; 178 acres in Featherston, rural section 59; 462, exclusive of road allowance; 284 acres in Featherston rural section 59; 465, exclusive of road allowance; 202 acres in Featherston, rural section No. 350, exclusive of road allowance; 288 acres in Featherston, rural section No. 351, exclusive of road allowance. <box>7 507 159 574</box>
advertisement <box>797 268 949 387</box>
ad-display-title: WILLIAMS' AUSTRALIAN YEAST POWDER. <box>956 672 1106 694</box>
column-6 <box>794 35 952 1540</box>
ad-display-title: PHILADELPHIA EXHIBITION. CARRIAGES ON VIEW. <box>806 52 940 84</box>
ad-paragraph: A large and payable trade is being done, of which the owner will satisfy intending purchasers. Apply to HARRIS BROTHERS, Auctioneers, Marton. <box>481 274 633 304</box>
ad-display-title: SADDLERY! SADDLERY!! <box>483 668 631 678</box>
ad-paragraph: CATALOGUES GRATIS. <box>639 473 713 481</box>
ad-paragraph: 10 sections in that well-known agricultural and grazing district, Rangitikei. The sections vary in size from 77 to 109 acres. <box>7 922 159 945</box>
ad-display-title: PUBLIC SALE OF BILLIARD TABLES AT THE WELLINGTON CLUB. <box>176 70 306 113</box>
ad-paragraph: DUNCAN'S NEXT LAND SALE On Monday, 3rd December. <box>7 430 159 445</box>
